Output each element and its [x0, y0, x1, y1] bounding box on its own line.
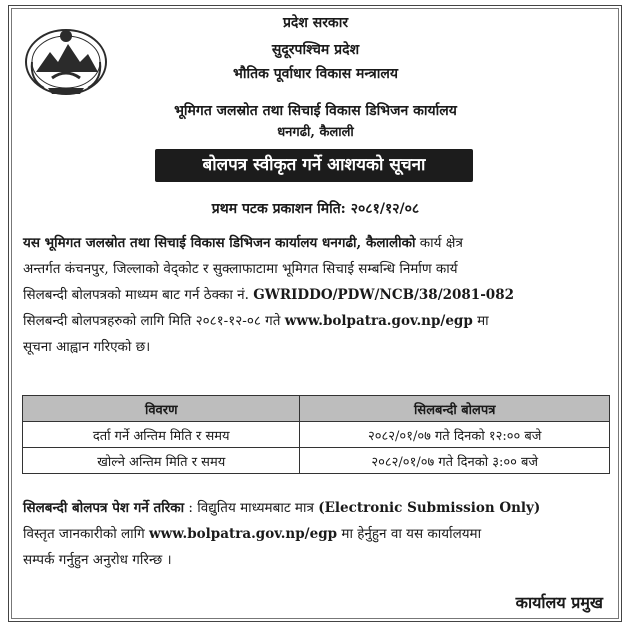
table-cell-value: २०८२/०१/०७ गते दिनको ३:०० बजे [300, 448, 610, 474]
body-line-4-end: मा [472, 313, 489, 329]
government-emblem-icon [22, 22, 110, 98]
contract-number: GWRIDDO/PDW/NCB/38/2081-082 [253, 287, 514, 303]
schedule-table [22, 395, 610, 474]
table-cell-label: खोल्ने अन्तिम मिति र समय [23, 448, 300, 474]
body-line-1-rest: कार्य क्षेत्र [415, 235, 463, 251]
header-line-ministry: भौतिक पूर्वाधार विकास मन्त्रालय [233, 66, 398, 82]
submission-line-2-text: विस्तृत जानकारीको लागि [23, 526, 150, 542]
submission-sep: : [184, 500, 198, 516]
table-row [23, 422, 610, 448]
submission-section [23, 495, 609, 573]
table-cell-label: दर्ता गर्ने अन्तिम मिति र समय [23, 422, 300, 448]
table-row [23, 448, 610, 474]
submission-method-en: (Electronic Submission Only) [318, 500, 541, 516]
bolpatra-link[interactable]: www.bolpatra.gov.np/egp [284, 313, 473, 329]
submission-label: सिलबन्दी बोलपत्र पेश गर्ने तरिका [23, 500, 185, 516]
body-line-3-text: सिलबन्दी बोलपत्रको माध्यम बाट गर्न ठेक्का नं. [23, 287, 254, 303]
header-line-province-govt: प्रदेश सरकार [282, 15, 349, 31]
body-line-4 [23, 308, 609, 334]
body-line-5: सूचना आह्वान गरिएको छ। [23, 339, 151, 355]
notice-title: बोलपत्र स्वीकृत गर्ने आशयको सूचना [155, 149, 473, 182]
notice-body [23, 230, 609, 360]
header-line-office: भूमिगत जलस्रोत तथा सिचाई विकास डिभिजन कार्यालय [174, 103, 457, 119]
publication-date: प्रथम पटक प्रकाशन मिति: २०८१/१२/०८ [211, 201, 420, 217]
table-header-description: विवरण [23, 396, 300, 422]
header-line-province: सुदूरपश्चिम प्रदेश [271, 42, 360, 58]
body-line-2: अन्तर्गत कंचनपुर, जिल्लाको वेद्कोट र सुक्लाफाटामा भूमिगत सिचाई सम्बन्धि निर्माण कार्य [23, 261, 458, 277]
submission-line-2-end: मा हेर्नुहुन वा यस कार्यालयमा [337, 526, 482, 542]
body-line-1 [23, 230, 609, 256]
signature-office-chief: कार्यालय प्रमुख [515, 593, 603, 612]
submission-method: विद्युतिय माध्यमबाट मात्र [197, 500, 319, 516]
body-line-1-office: यस भूमिगत जलस्रोत तथा सिचाई विकास डिभिजन कार्यालय धनगढी, कैलालीको [23, 235, 416, 251]
table-cell-value: २०८२/०१/०७ गते दिनको १२:०० बजे [300, 422, 610, 448]
body-line-3 [23, 282, 609, 308]
submission-line-2 [23, 521, 609, 547]
submission-line-1 [23, 495, 609, 521]
header-line-location: धनगढी, कैलाली [277, 125, 354, 140]
submission-line-3: सम्पर्क गर्नुहुन अनुरोध गरिन्छ । [23, 552, 172, 568]
table-header-row [23, 396, 610, 422]
table-header-sealed-bid: सिलबन्दी बोलपत्र [300, 396, 610, 422]
bolpatra-link-2[interactable]: www.bolpatra.gov.np/egp [149, 526, 338, 542]
body-line-4-text: सिलबन्दी बोलपत्रहरुको लागि मिति २०८१-१२-०८ गते [23, 313, 285, 329]
